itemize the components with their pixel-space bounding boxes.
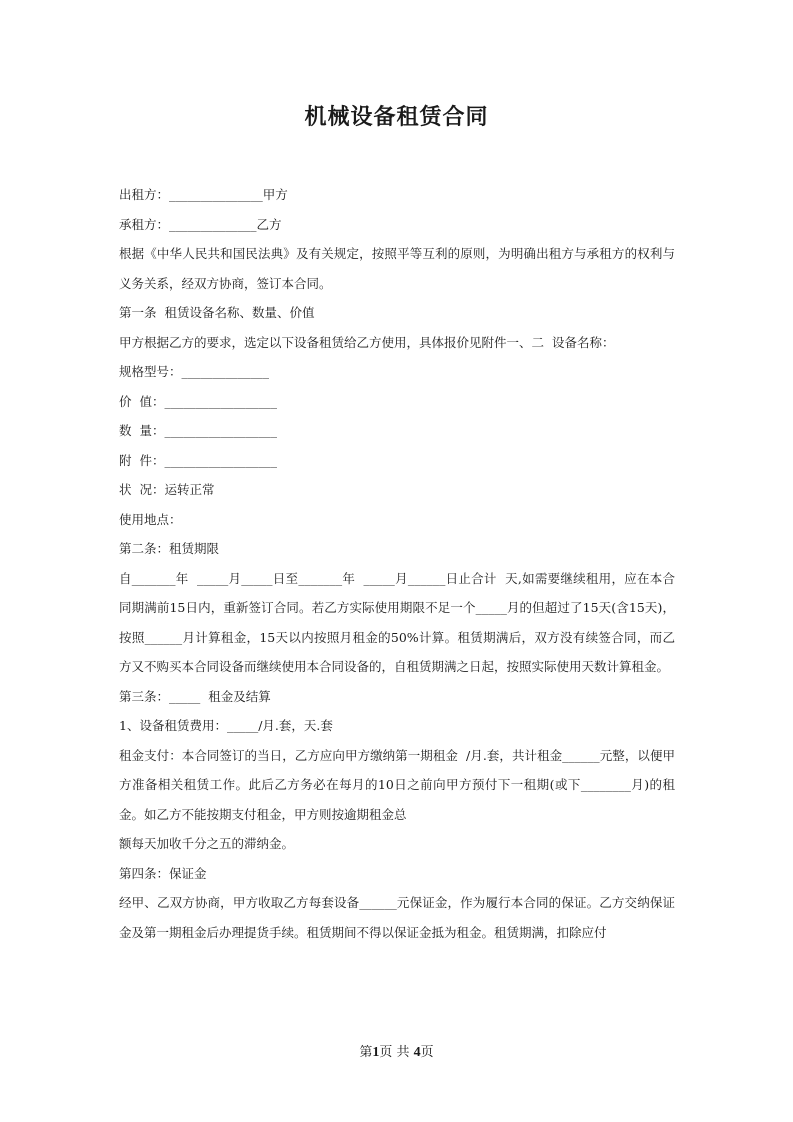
footer-prefix: 第 [359, 1045, 373, 1060]
paragraph-lease-term: 自_______年 _____月_____日至_______年 _____月______日止合计 天,如需要继续租用，应在本合同期满前15日内，重新签订合同。若乙方实际使用期限不足一个_____月的但超过了15天(含15天)，按照______月计算租金，15天以内按照月租金的50%计算。租赁期满后，双方没有续签合同，而乙方又不购买本合同设备而继续使用本合同设备的，自租赁期满之日起，按照实际使用天数计算租金。 [119, 570, 675, 674]
paragraph-lessee: 承租方：______________乙方 [119, 216, 282, 232]
footer-suffix: 页 [420, 1045, 434, 1060]
field-condition: 状 况：运转正常 [119, 482, 215, 497]
article-1-heading: 第一条 租赁设备名称、数量、价值 [119, 305, 315, 320]
paragraph-late-fee: 额每天加收千分之五的滞纳金。 [119, 836, 295, 851]
footer-total-pages: 4 [413, 1045, 421, 1060]
field-model-spec: 规格型号：______________ [119, 364, 270, 379]
paragraph-deposit: 经甲、乙双方协商，甲方收取乙方每套设备______元保证金，作为履行本合同的保证。乙方交纳保证金及第一期租金后办理提货手续。租赁期间不得以保证金抵为租金。租赁期满，扣除应付 [119, 895, 675, 940]
article-4-heading: 第四条：保证金 [119, 865, 207, 881]
paragraph-rental-fee: 1、设备租赁费用：_____/月.套，天.套 [119, 718, 333, 733]
paragraph-rent-payment: 租金支付：本合同签订的当日，乙方应向甲方缴纳第一期租金 /月.套，共计租金______元整，以便甲方准备相关租赁工作。此后乙方务必在每月的10日之前向甲方预付下一租期(或下________月)的租金。如乙方不能按期支付租金，甲方则按逾期租金总 [119, 747, 675, 822]
page-footer [0, 1041, 793, 1061]
field-quantity: 数 量：__________________ [119, 423, 277, 438]
paragraph-lessor: 出租方：_______________甲方 [119, 187, 288, 202]
document-title: 机械设备租赁合同 [304, 104, 489, 130]
paragraph-equipment-selection: 甲方根据乙方的要求，选定以下设备租赁给乙方使用，具体报价见附件一、二 设备名称： [119, 334, 615, 350]
footer-middle: 页 共 [379, 1045, 414, 1060]
footer-current-page: 1 [372, 1045, 380, 1060]
paragraph-preamble: 根据《中华人民共和国民法典》及有关规定，按照平等互利的原则，为明确出租方与承租方的权利与义务关系，经双方协商，签订本合同。 [119, 246, 675, 291]
document-body [119, 180, 675, 947]
field-value: 价 值：__________________ [119, 393, 277, 409]
field-location: 使用地点： [119, 511, 182, 527]
article-3-heading: 第三条：_____ 租金及结算 [119, 688, 271, 704]
field-attachments: 附 件：__________________ [119, 452, 277, 468]
article-2-heading: 第二条：租赁期限 [119, 541, 220, 556]
